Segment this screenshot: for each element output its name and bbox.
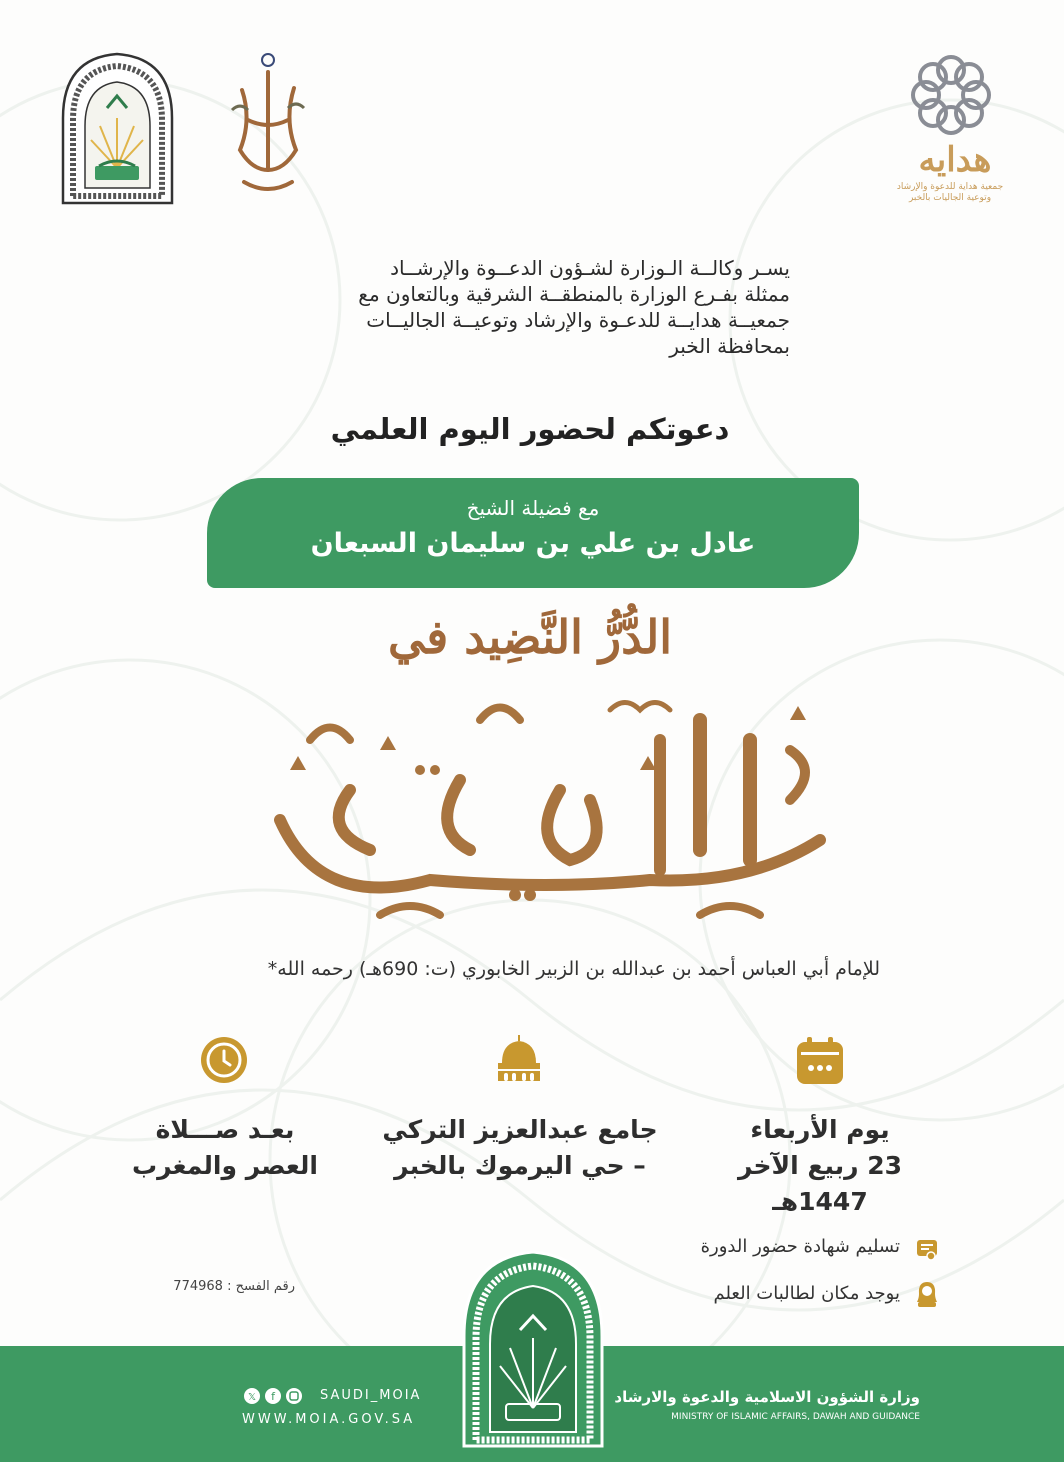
footer-ministry-english: MINISTRY OF ISLAMIC AFFAIRS, DAWAH AND GUIDANCE — [671, 1412, 920, 1422]
time-line-2: العصر والمغرب — [132, 1151, 318, 1180]
feature-female-students: يوجد مكان لطالبات العلم — [713, 1283, 900, 1304]
hidaya-logo-mark — [908, 52, 994, 138]
intro-line: بمحافظة الخبر — [669, 334, 790, 358]
female-icon — [914, 1280, 940, 1308]
place-line-2: – حي اليرموك بالخبر — [394, 1151, 646, 1180]
website-link[interactable]: WWW.MOIA.GOV.SA — [242, 1412, 416, 1427]
social-icons — [243, 1387, 305, 1405]
feature-certificate: تسليم شهادة حضور الدورة — [700, 1236, 900, 1257]
sheikh-prefix: مع فضيلة الشيخ — [466, 496, 600, 520]
time-line-1: بعـد صـــلاة — [155, 1115, 295, 1144]
date-line-1: يوم الأربعاء — [750, 1115, 890, 1144]
intro-paragraph — [270, 255, 790, 359]
sheikh-banner — [207, 478, 859, 588]
social-handle[interactable]: SAUDI_MOIA — [320, 1388, 422, 1403]
mosque-calligraphy-logo — [222, 50, 314, 200]
hidaya-subtitle-line-2: وتوعية الجاليات بالخبر — [908, 193, 992, 203]
instagram-icon[interactable] — [286, 1388, 302, 1404]
clock-icon — [199, 1035, 249, 1085]
permit-number: رقم الفسح : 774968 — [173, 1279, 295, 1294]
invite-heading: دعوتكم لحضور اليوم العلمي — [330, 412, 730, 446]
svg-text:𝕏: 𝕏 — [247, 1392, 257, 1403]
hidaya-logo-subtitle — [870, 182, 1030, 204]
certificate-icon — [914, 1236, 940, 1262]
intro-line: جمعيــة هدايــة للدعـوة والإرشاد وتوعيــة الجاليــات — [366, 308, 790, 332]
hidaya-logo-name: هدايه — [918, 140, 992, 180]
hidaya-subtitle-line-1: جمعية هداية للدعوة والإرشاد — [896, 182, 1004, 192]
place-info — [370, 1112, 670, 1184]
title-line-1: الدُّرُّ النَّضِيد في — [387, 610, 673, 664]
ministry-footer-emblem — [458, 1248, 608, 1448]
time-info — [110, 1112, 340, 1184]
footer-ministry-arabic: وزارة الشؤون الاسلامية والدعوة والارشاد — [614, 1388, 920, 1406]
calendar-icon — [795, 1036, 845, 1086]
svg-text:f: f — [271, 1390, 275, 1403]
ministry-emblem-logo — [55, 48, 180, 208]
mosque-icon — [494, 1033, 544, 1083]
title-calligraphy — [230, 680, 850, 930]
date-line-2: 23 ربيع الآخر 1447هـ — [737, 1151, 903, 1216]
place-line-1: جامع عبدالعزيز التركي — [382, 1115, 658, 1144]
date-info — [690, 1112, 950, 1220]
author-line: للإمام أبي العباس أحمد بن عبدالله بن الزبير الخابوري (ت: 690هـ) رحمه الله* — [267, 958, 880, 980]
intro-line: يسـر وكالــة الـوزارة لشـؤون الدعــوة والإرشــاد — [390, 256, 790, 280]
sheikh-name: عادل بن علي بن سليمان السبعان — [310, 528, 756, 559]
intro-line: ممثلة بفـرع الوزارة بالمنطقــة الشرقية وبالتعاون مع — [358, 282, 790, 306]
